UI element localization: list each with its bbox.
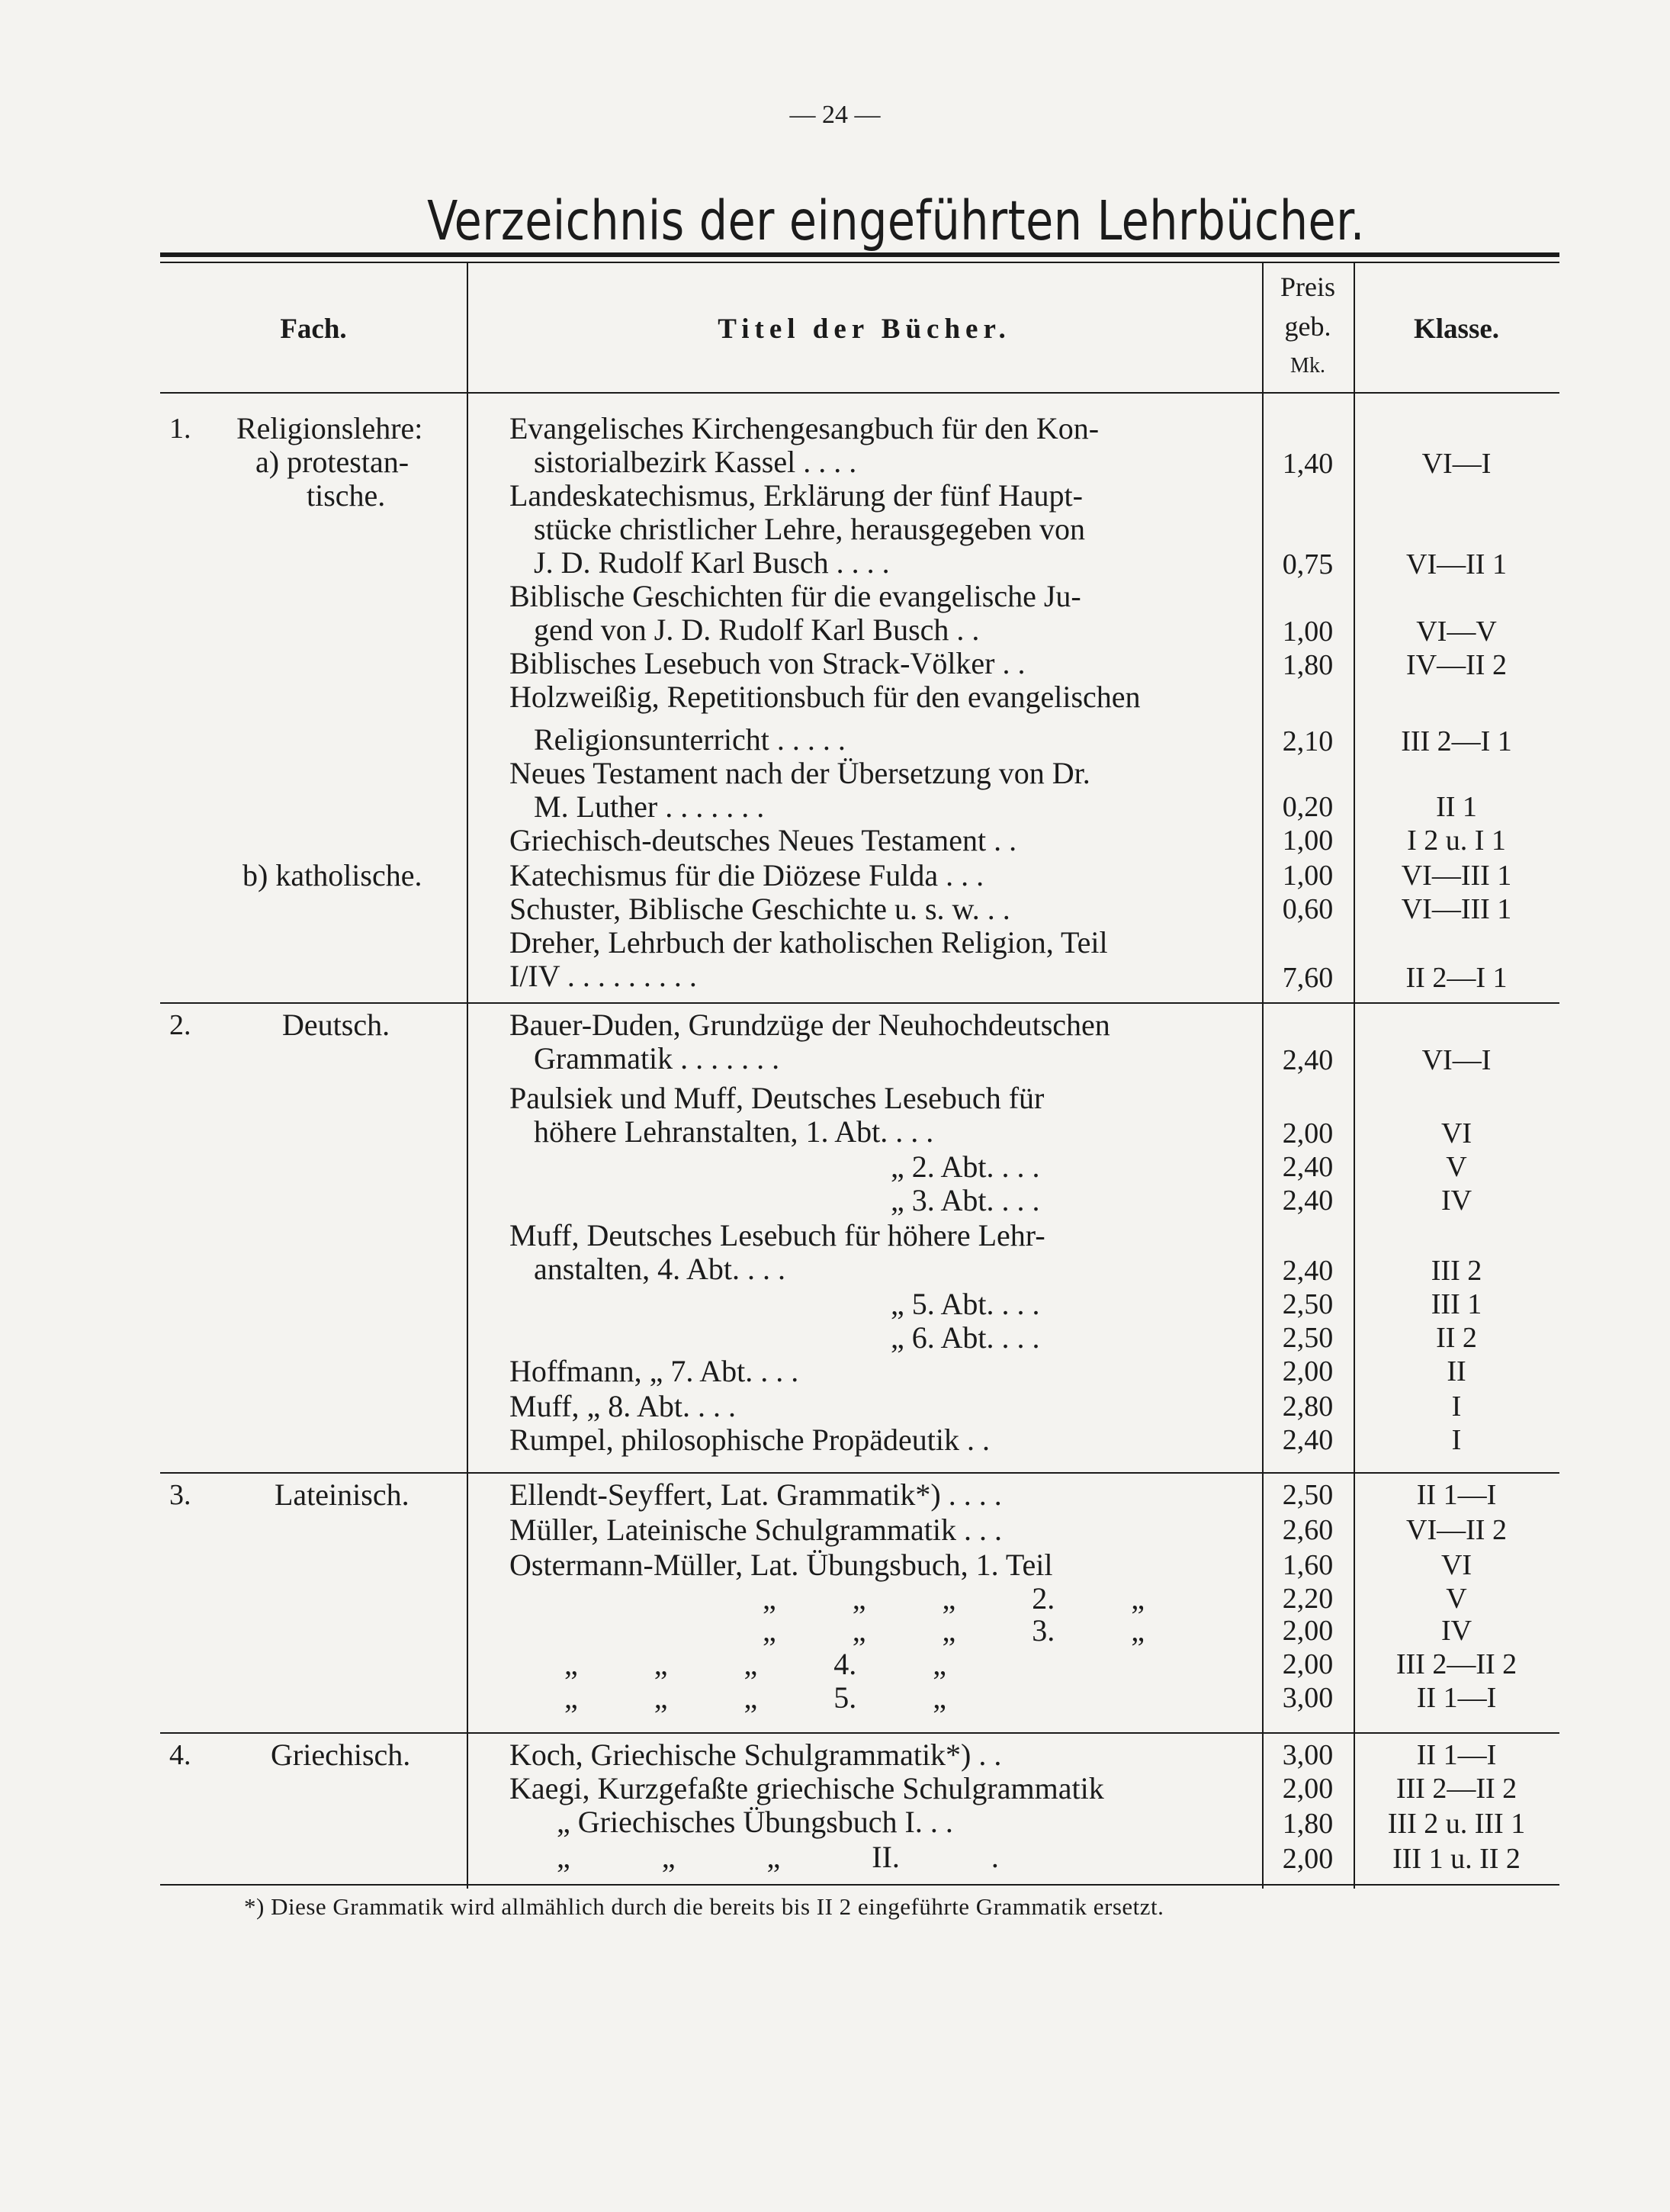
klasse-cell: II 2 (1436, 1322, 1477, 1354)
klasse-cell: VI—III 1 (1401, 893, 1512, 925)
preis-cell: 3,00 (1282, 1739, 1334, 1771)
titel-cell: J. D. Rudolf Karl Busch . . . . (534, 545, 890, 580)
preis-cell: 7,60 (1282, 962, 1334, 994)
header-klasse: Klasse. (1413, 313, 1500, 345)
titel-cell: Biblische Geschichten für die evangelische Ju- (509, 579, 1081, 613)
preis-cell: 2,20 (1282, 1583, 1334, 1615)
titel-cell: Rumpel, philosophische Propädeutik . . (509, 1423, 990, 1457)
klasse-cell: V (1446, 1151, 1467, 1183)
preis-cell: 2,00 (1282, 1117, 1334, 1149)
titel-cell: „ „ „ 4. „ (564, 1647, 947, 1681)
preis-cell: 1,80 (1282, 649, 1334, 681)
preis-cell: 2,40 (1282, 1255, 1334, 1287)
group-separator-latein (160, 1472, 1559, 1474)
klasse-cell: I 2 u. I 1 (1407, 825, 1506, 857)
titel-cell: Grammatik . . . . . . . (534, 1041, 780, 1075)
titel-cell: Evangelisches Kirchengesangbuch für den Kon- (509, 411, 1100, 445)
fach-religion-line3: tische. (307, 478, 386, 513)
preis-cell: 2,80 (1282, 1391, 1334, 1423)
preis-cell: 2,40 (1282, 1044, 1334, 1076)
titel-cell: M. Luther . . . . . . . (534, 789, 765, 824)
preis-cell: 2,00 (1282, 1615, 1334, 1647)
fach-katholisch: b) katholische. (242, 858, 422, 892)
titel-cell: anstalten, 4. Abt. . . . (534, 1252, 785, 1286)
titel-cell: Landeskatechismus, Erklärung der fünf Haupt- (509, 478, 1083, 513)
titel-cell: Neues Testament nach der Übersetzung von Dr. (509, 756, 1090, 790)
klasse-cell: II 1—I (1416, 1479, 1497, 1511)
header-preis-line1: Preis (1280, 272, 1335, 302)
table-bottom-rule (160, 1884, 1559, 1886)
titel-cell: Ostermann-Müller, Lat. Übungsbuch, 1. Teil (509, 1548, 1053, 1582)
klasse-cell: VI—V (1416, 616, 1497, 648)
titel-cell: Muff, „ 8. Abt. . . . (509, 1389, 737, 1423)
preis-cell: 2,40 (1282, 1424, 1334, 1456)
preis-cell: 2,40 (1282, 1151, 1334, 1183)
titel-cell: „ 2. Abt. . . . (891, 1149, 1040, 1184)
preis-cell: 0,20 (1282, 791, 1334, 823)
titel-cell: Ellendt-Seyffert, Lat. Grammatik*) . . . . (509, 1477, 1002, 1512)
preis-cell: 2,00 (1282, 1648, 1334, 1680)
titel-cell: „ Griechisches Übungsbuch I. . . (557, 1805, 953, 1839)
klasse-cell: VI (1440, 1117, 1472, 1149)
klasse-cell: III 2 u. III 1 (1387, 1808, 1526, 1840)
klasse-cell: VI—II 2 (1406, 1514, 1507, 1546)
page-number: — 24 — (789, 101, 881, 129)
klasse-cell: II (1447, 1355, 1466, 1387)
titel-cell: gend von J. D. Rudolf Karl Busch . . (534, 612, 980, 647)
klasse-cell: IV (1440, 1185, 1472, 1217)
header-preis-line3: Mk. (1290, 354, 1325, 378)
klasse-cell: VI (1440, 1549, 1472, 1581)
titel-cell: Koch, Griechische Schulgrammatik*) . . (509, 1738, 1002, 1772)
titel-cell: Katechismus für die Diözese Fulda . . . (509, 858, 984, 892)
preis-cell: 1,00 (1282, 860, 1334, 892)
titel-cell: „ 5. Abt. . . . (891, 1287, 1040, 1321)
klasse-cell: VI—III 1 (1401, 860, 1512, 892)
preis-cell: 1,00 (1282, 616, 1334, 648)
titel-cell: „ „ „ 2. „ (763, 1581, 1145, 1616)
titel-cell: Müller, Lateinische Schulgrammatik . . . (509, 1513, 1003, 1547)
titel-cell: Hoffmann, „ 7. Abt. . . . (509, 1354, 799, 1388)
header-titel: Titel der Bücher. (718, 313, 1011, 345)
fach-religion-number: 1. (169, 413, 191, 445)
header-preis (1262, 267, 1354, 386)
fach-deutsch: Deutsch. (282, 1008, 390, 1042)
preis-cell: 2,50 (1282, 1288, 1334, 1320)
fach-latein: Lateinisch. (275, 1477, 409, 1512)
fach-religion-line2: a) protestan- (255, 445, 409, 479)
klasse-cell: III 2—II 2 (1395, 1773, 1517, 1805)
title-rule-thick (160, 252, 1559, 257)
titel-cell: Dreher, Lehrbuch der katholischen Religion, Teil (509, 925, 1108, 960)
header-fach: Fach. (280, 313, 347, 345)
klasse-cell: VI—I (1421, 448, 1492, 480)
preis-cell: 2,50 (1282, 1322, 1334, 1354)
preis-cell: 2,00 (1282, 1773, 1334, 1805)
klasse-cell: I (1451, 1424, 1462, 1456)
titel-cell: „ 3. Abt. . . . (891, 1183, 1040, 1217)
titel-cell: „ „ „ 3. „ (763, 1613, 1145, 1648)
preis-cell: 1,00 (1282, 825, 1334, 857)
klasse-cell: II 2—I 1 (1405, 962, 1508, 994)
titel-cell: sistorialbezirk Kassel . . . . (534, 445, 857, 479)
header-preis-line2: geb. (1284, 311, 1331, 342)
titel-cell: I/IV . . . . . . . . . (509, 959, 697, 993)
preis-cell: 3,00 (1282, 1682, 1334, 1714)
titel-cell: „ „ „ II. . (557, 1840, 999, 1874)
titel-cell: „ „ „ 5. „ (564, 1680, 947, 1715)
group-separator-griech (160, 1732, 1559, 1734)
titel-cell: Kaegi, Kurzgefaßte griechische Schulgrammatik (509, 1771, 1104, 1805)
preis-cell: 0,60 (1282, 893, 1334, 925)
preis-cell: 0,75 (1282, 548, 1334, 580)
column-divider-fach (467, 262, 468, 1889)
klasse-cell: IV—II 2 (1406, 649, 1507, 681)
title-rule-thin (160, 262, 1559, 263)
preis-cell: 2,60 (1282, 1514, 1334, 1546)
titel-cell: stücke christlicher Lehre, herausgegeben von (534, 512, 1086, 546)
footnote: *) Diese Grammatik wird allmählich durch die bereits bis II 2 eingeführte Grammatik ersetzt. (244, 1893, 1164, 1920)
fach-deutsch-number: 2. (169, 1009, 191, 1041)
titel-cell: Religionsunterricht . . . . . (534, 722, 846, 757)
titel-cell: Holzweißig, Repetitionsbuch für den evangelischen (509, 680, 1141, 714)
klasse-cell: III 2 (1431, 1255, 1482, 1287)
header-rule (160, 392, 1559, 394)
titel-cell: Griechisch-deutsches Neues Testament . . (509, 823, 1017, 857)
preis-cell: 2,10 (1282, 725, 1334, 757)
preis-cell: 1,60 (1282, 1549, 1334, 1581)
titel-cell: Muff, Deutsches Lesebuch für höhere Lehr- (509, 1218, 1045, 1252)
titel-cell: höhere Lehranstalten, 1. Abt. . . . (534, 1114, 934, 1149)
titel-cell: Paulsiek und Muff, Deutsches Lesebuch für (509, 1081, 1045, 1115)
klasse-cell: III 2—II 2 (1395, 1648, 1517, 1680)
fach-griech: Griechisch. (271, 1738, 411, 1772)
group-separator-deutsch (160, 1002, 1559, 1004)
titel-cell: Schuster, Biblische Geschichte u. s. w. . . (509, 892, 1010, 926)
klasse-cell: V (1446, 1583, 1467, 1615)
preis-cell: 1,40 (1282, 448, 1334, 480)
klasse-cell: VI—II 1 (1406, 548, 1507, 580)
klasse-cell: III 1 (1431, 1288, 1482, 1320)
titel-cell: „ 6. Abt. . . . (891, 1320, 1040, 1355)
fach-religion-line1: Religionslehre: (236, 411, 423, 445)
klasse-cell: III 2—I 1 (1401, 725, 1512, 757)
fach-griech-number: 4. (169, 1739, 191, 1771)
klasse-cell: I (1451, 1391, 1462, 1423)
preis-cell: 2,40 (1282, 1185, 1334, 1217)
titel-cell: Bauer-Duden, Grundzüge der Neuhochdeutschen (509, 1008, 1110, 1042)
preis-cell: 2,00 (1282, 1843, 1334, 1875)
preis-cell: 2,50 (1282, 1479, 1334, 1511)
klasse-cell: II 1—I (1416, 1682, 1497, 1714)
preis-cell: 1,80 (1282, 1808, 1334, 1840)
klasse-cell: II 1 (1436, 791, 1477, 823)
klasse-cell: II 1—I (1416, 1739, 1497, 1771)
klasse-cell: III 1 u. II 2 (1392, 1843, 1521, 1875)
page-title: Verzeichnis der eingeführten Lehrbücher. (427, 189, 1365, 252)
fach-latein-number: 3. (169, 1479, 191, 1511)
preis-cell: 2,00 (1282, 1355, 1334, 1387)
klasse-cell: VI—I (1421, 1044, 1492, 1076)
titel-cell: Biblisches Lesebuch von Strack-Völker . . (509, 646, 1026, 680)
klasse-cell: IV (1440, 1615, 1472, 1647)
